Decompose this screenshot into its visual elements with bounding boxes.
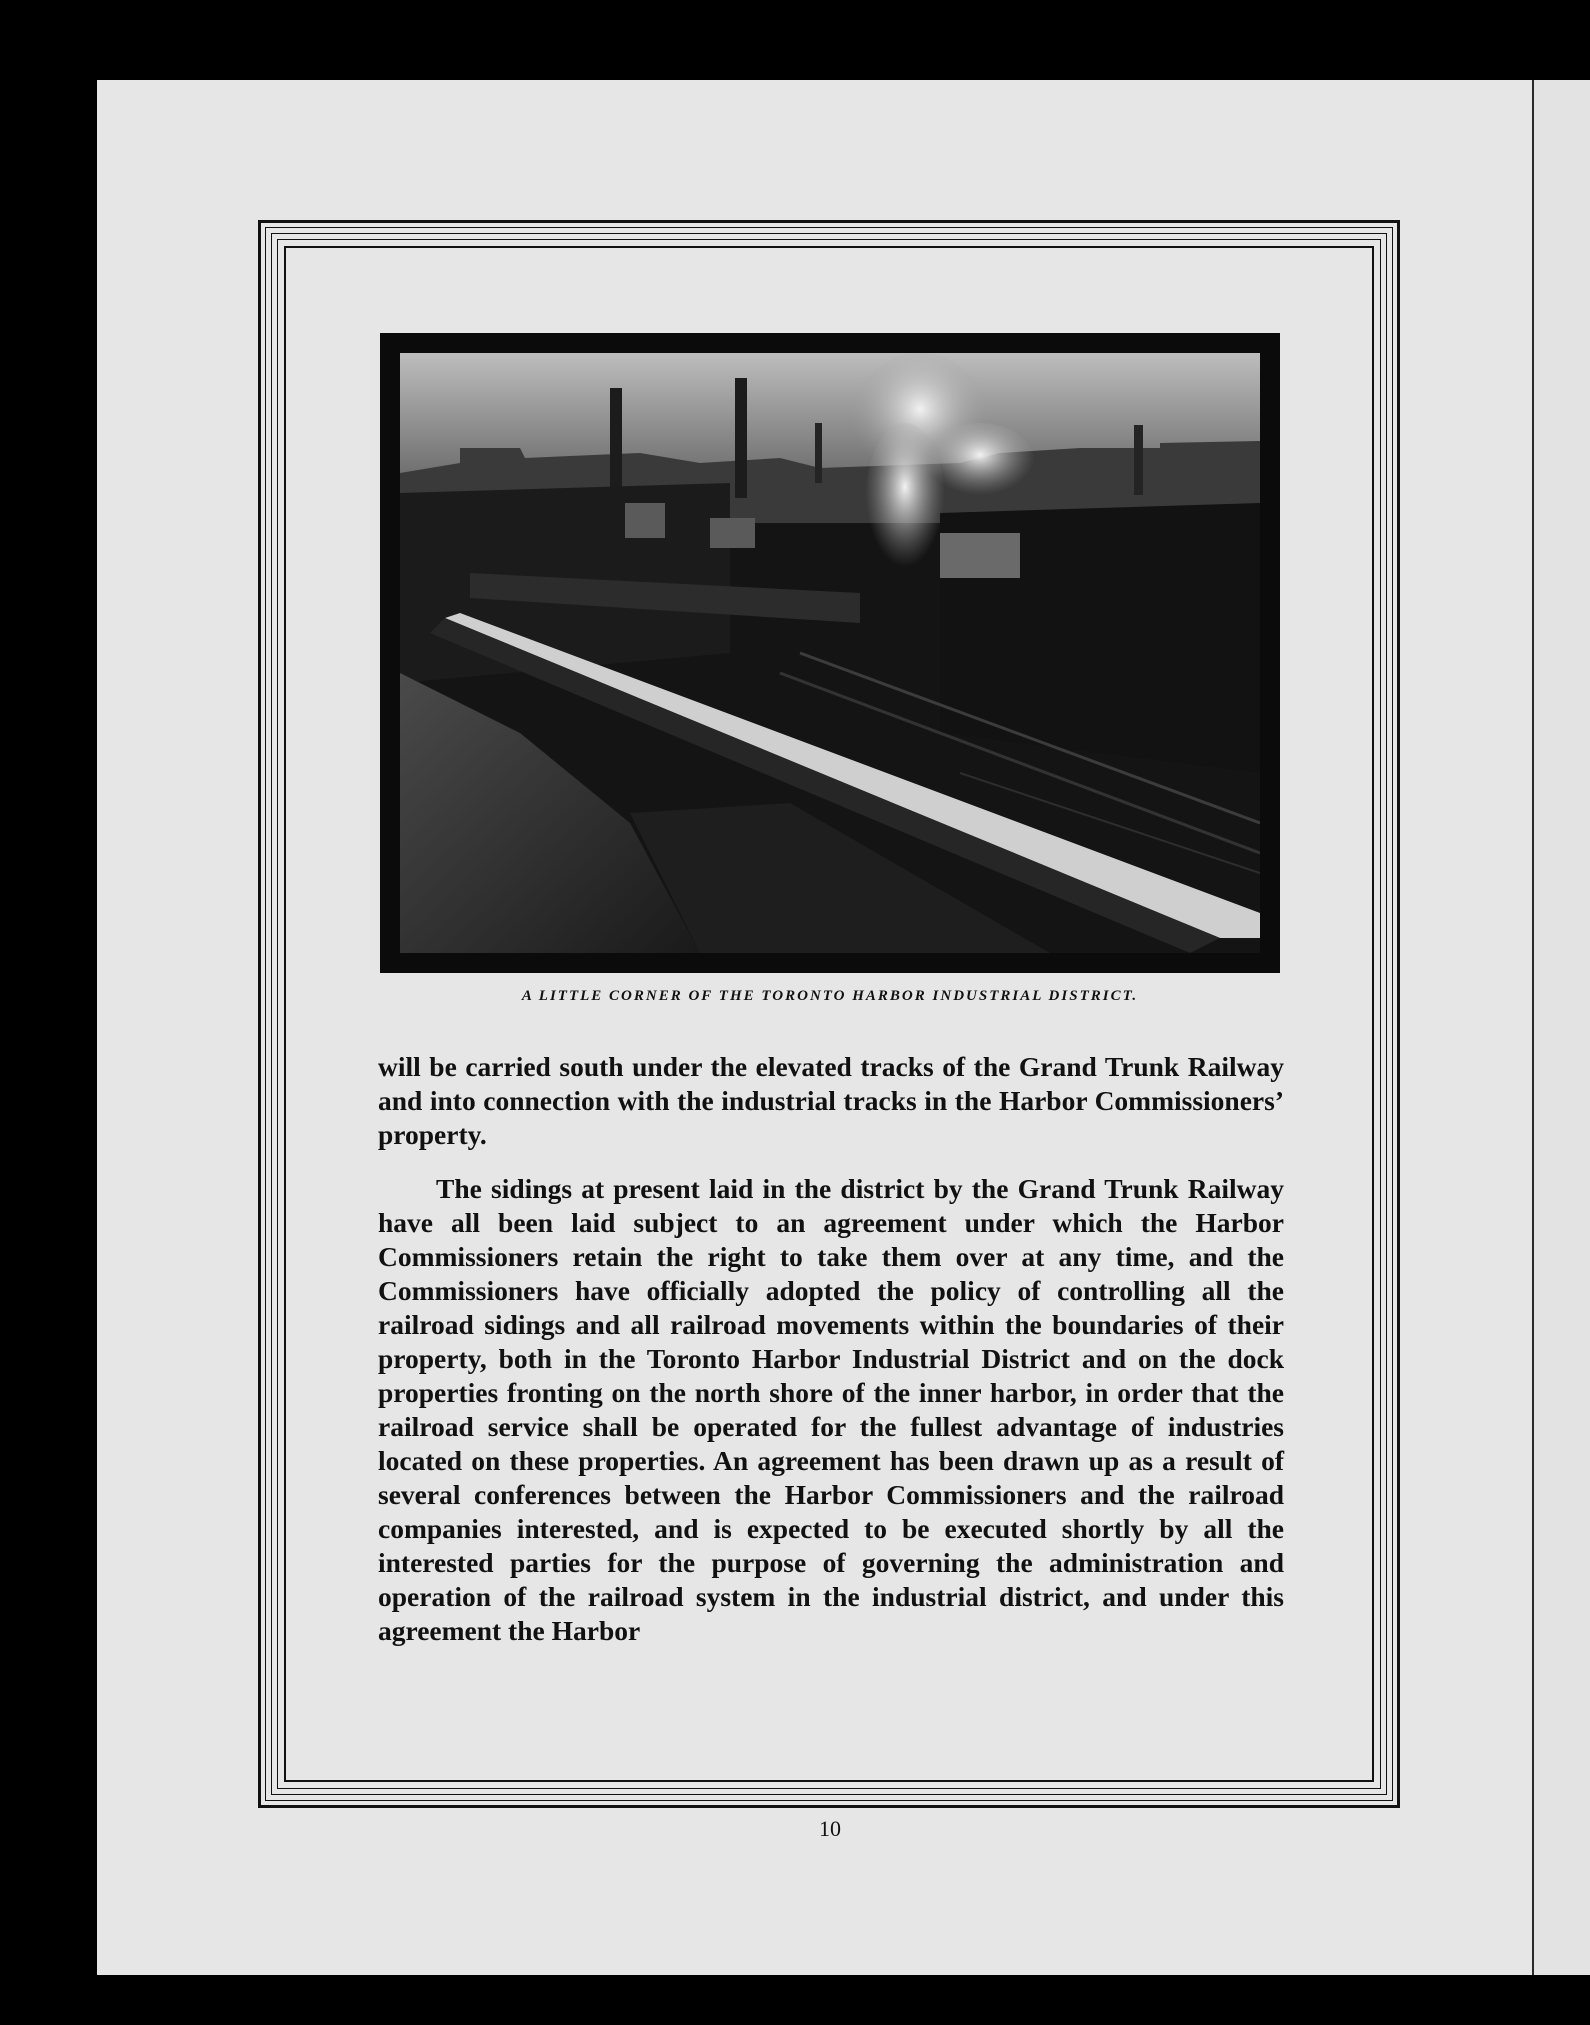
facing-page-edge	[1532, 80, 1590, 1975]
paragraph-1: will be carried south under the elevated tracks of the Grand Trunk Railway and into connection with the industrial tracks in the Harbor Commissioners’ property.	[378, 1051, 1284, 1150]
photo-image	[400, 353, 1260, 953]
paragraph-2: The sidings at present laid in the district by the Grand Trunk Railway have all been laid subject to an agreement under which the Harbor Commissioners retain the right to take them over at any time, and the Commissioners have officially adopted the policy of controlling all the railroad sidings and all railroad movements within the boundaries of their property, both in the Toronto Harbor Industrial District and on the dock properties fronting on the north shore of the inner harbor, in order that the railroad service shall be operated for the fullest advantage of industries located on these properties. An agreement has been drawn up as a result of several conferences between the Harbor Commissioners and the railroad companies interested, and is expected to be executed shortly by all the interested parties for the purpose of governing the administration and operation of the railroad system in the industrial district, and under this agreement the Harbor	[378, 1173, 1284, 1646]
industrial-district-photo	[380, 333, 1280, 973]
page-number: 10	[819, 1816, 841, 1841]
photo-caption: A LITTLE CORNER OF THE TORONTO HARBOR INDUSTRIAL DISTRICT.	[521, 988, 1139, 1004]
